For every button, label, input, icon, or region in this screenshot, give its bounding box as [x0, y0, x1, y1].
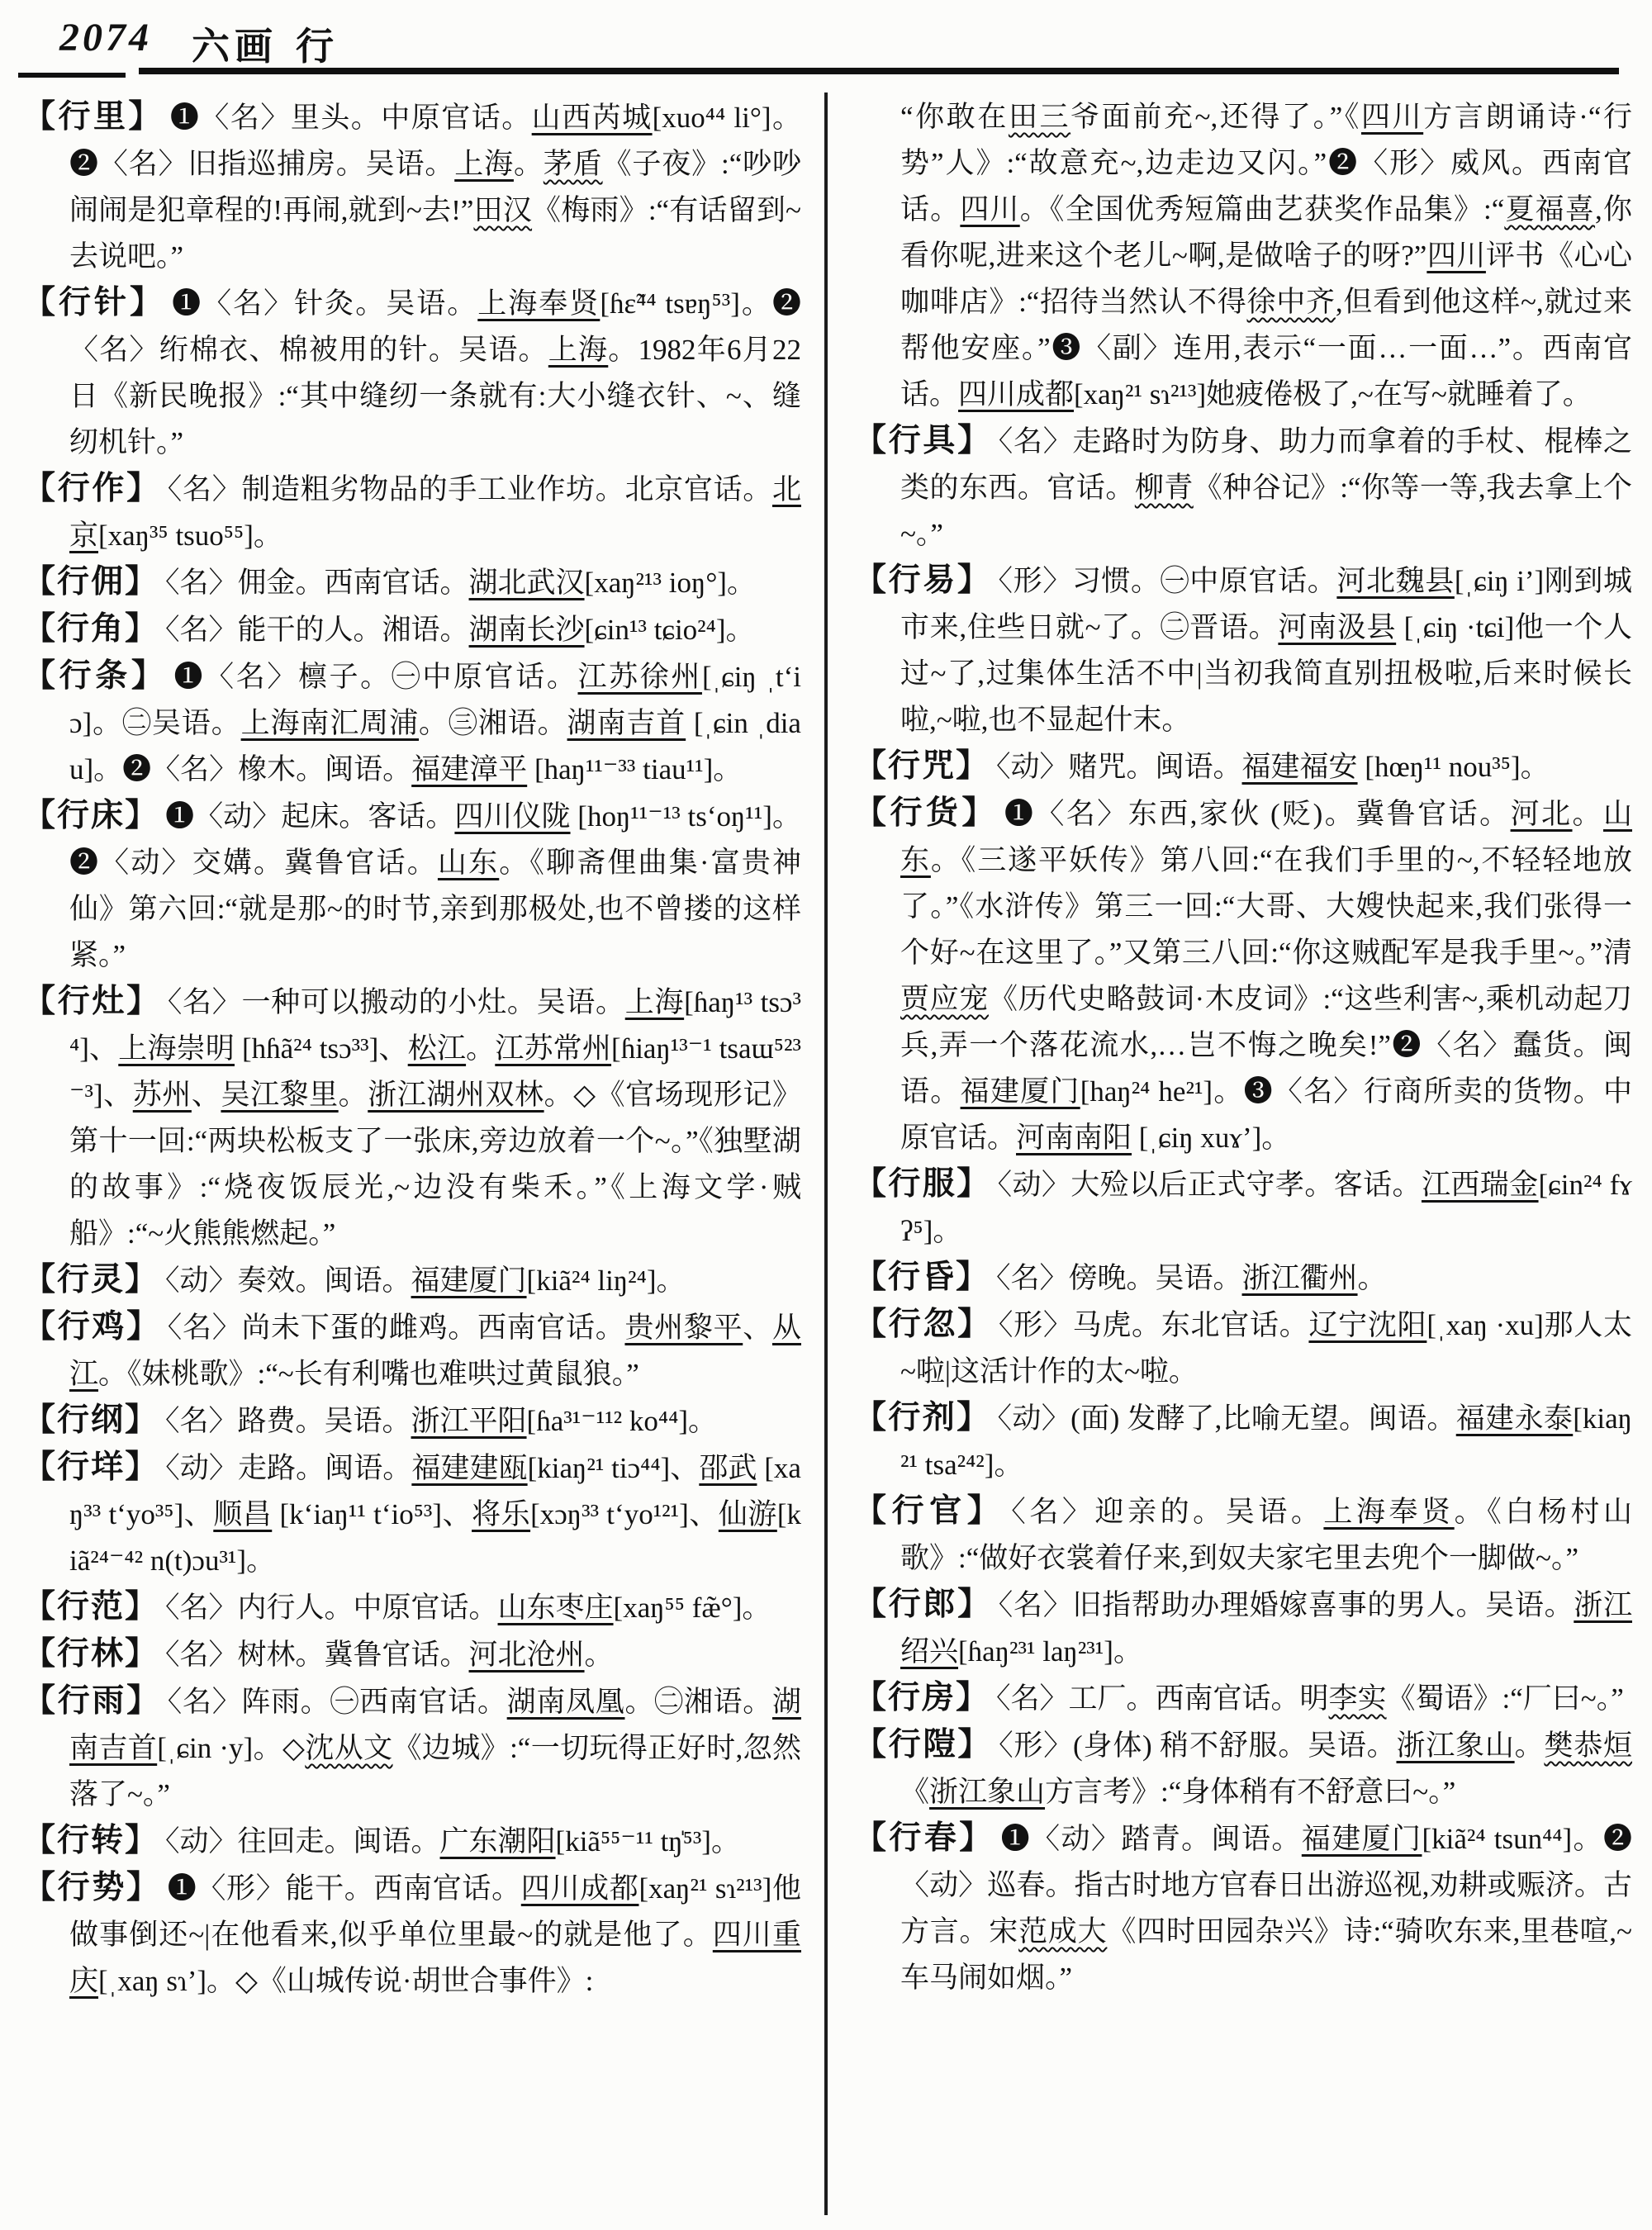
dict-entry	[854, 1302, 1632, 1395]
place-name-mark: 从江	[69, 1312, 801, 1390]
place-name-mark: 辽宁沈阳	[1308, 1309, 1427, 1341]
place-name-mark: 河南南阳	[1016, 1122, 1132, 1154]
right-column	[854, 94, 1632, 2001]
place-name-mark: 浙江湖州双林	[368, 1079, 544, 1111]
dict-entry	[23, 1397, 801, 1445]
place-name-mark: 浙江象山	[929, 1776, 1046, 1808]
place-name-mark: 松江	[407, 1032, 467, 1065]
place-name-mark: 上海	[624, 986, 685, 1018]
entry-headword: 【行鸡】	[23, 1309, 161, 1345]
entry-headword: 【行转】	[23, 1823, 159, 1858]
place-name-mark: 四川	[960, 193, 1020, 225]
entry-headword: 【行条】	[23, 658, 168, 694]
dict-entry	[23, 559, 801, 606]
place-name-mark: 北京	[69, 473, 801, 552]
place-name-mark: 四川	[1360, 101, 1424, 133]
dict-entry	[23, 1584, 801, 1631]
person-name-mark: 田三	[1008, 101, 1071, 133]
place-name-mark: 河南汲县	[1278, 611, 1397, 643]
place-name-mark: 浙江平阳	[411, 1405, 527, 1437]
place-name-mark: 四川成都	[520, 1872, 639, 1905]
place-name-mark: 福建厦门	[960, 1075, 1080, 1108]
entry-body: 〈名〉尚未下蛋的雌鸡。西南官话。贵州黎平、从江。《妹桃歌》:“~长有利嘴也难哄过黄鼠狼。”	[69, 1312, 801, 1390]
entry-body: 〈名〉制造粗劣物品的手工业作坊。北京官话。北京[xaŋ³⁵ tsuo⁵⁵]。	[69, 473, 801, 552]
place-name-mark: 湖北武汉	[468, 567, 585, 599]
entry-body: 〈名〉一种可以搬动的小灶。吴语。上海[ɦaŋ¹³ tsɔ³⁴]、上海崇明 [hɦã²⁴ tsɔ³³]、松江。江苏常州[ɦiaŋ¹³⁻¹ tsaɯ⁵²³⁻³]、苏州、吴江黎里。浙江湖州双林。◇《官场现形记》第十一回:“两块松板支了一张床,旁边放着一个~。”《独墅湖的故事》:“烧夜饭辰光,~边没有柴禾。”《上海文学·贼船》:“~火熊熊燃起。”	[69, 986, 801, 1250]
place-name-mark: 浙江绍兴	[900, 1589, 1632, 1668]
place-name-mark: 四川重庆	[69, 1919, 801, 1997]
dict-entry	[23, 979, 801, 1257]
place-name-mark: 吴江黎里	[221, 1079, 339, 1111]
place-name-mark: 将乐	[472, 1498, 531, 1530]
entry-body: 〈动〉往回走。闽语。广东潮阳[kiã⁵⁵⁻¹¹ tŋ̍⁵³]。	[165, 1825, 740, 1858]
place-name-mark: 河北魏县	[1336, 565, 1455, 597]
person-name-mark: 柳青	[1134, 472, 1194, 504]
entry-headword: 【行垟】	[23, 1450, 159, 1485]
entry-body: 〈名〉佣金。西南官话。湖北武汉[xaŋ²¹³ ioŋ°]。	[165, 567, 756, 599]
dict-entry	[854, 1722, 1632, 1815]
person-name-mark: 贾应宠	[900, 983, 989, 1015]
dict-entry	[854, 1815, 1632, 2001]
place-name-mark: 上海奉贤	[477, 287, 601, 320]
entry-body: 〈名〉内行人。中原官话。山东枣庄[xaŋ⁵⁵ fæ̃°]。	[165, 1592, 771, 1624]
dict-entry	[23, 1445, 801, 1584]
person-name-mark: 夏福喜	[1504, 193, 1596, 225]
entry-headword: 【行官】	[854, 1493, 1005, 1529]
place-name-mark: 福建永泰	[1455, 1402, 1574, 1435]
place-name-mark: 四川成都	[958, 378, 1075, 410]
place-name-mark: 上海南汇周浦	[240, 707, 420, 739]
place-name-mark: 江西瑞金	[1421, 1169, 1539, 1201]
entry-headword: 【行里】	[23, 99, 164, 135]
entry-headword: 【行灶】	[23, 984, 161, 1019]
dict-entry	[23, 1257, 801, 1304]
entry-headword: 【行春】	[854, 1820, 995, 1856]
left-column	[23, 94, 801, 2005]
dict-entry	[23, 653, 801, 793]
entry-headword: 【行货】	[854, 795, 998, 831]
place-name-mark: 仙游	[718, 1498, 777, 1530]
place-name-mark: 上海	[548, 334, 609, 366]
place-name-mark: 山东	[437, 847, 500, 879]
entry-body: 〈形〉马虎。东北官话。辽宁沈阳[ˌxaŋ ·xu]那人太~啦|这活计作的太~啦。	[900, 1309, 1632, 1388]
place-name-mark: 苏州	[132, 1079, 192, 1111]
entry-headword: 【行具】	[854, 423, 992, 458]
dict-entry	[854, 558, 1632, 743]
dict-entry	[23, 1865, 801, 2005]
dict-entry	[23, 466, 801, 559]
place-name-mark: 浙江象山	[1396, 1729, 1515, 1762]
place-name-mark: 上海奉贤	[1323, 1496, 1455, 1528]
header-entry-character: 行	[296, 26, 334, 68]
entry-body: 〈名〉走路时为防身、助力而拿着的手杖、棍棒之类的东西。官话。柳青《种谷记》:“你等一等,我去拿上个~。”	[900, 425, 1632, 550]
entry-body: 〈名〉路费。吴语。浙江平阳[ɦa³¹⁻¹¹² ko⁴⁴]。	[165, 1405, 717, 1437]
entry-body: 〈名〉树林。冀鲁官话。河北沧州。	[165, 1639, 614, 1671]
place-name-mark: 福建福安	[1241, 751, 1358, 783]
entry-body: 〈名〉旧指帮助办理婚嫁喜事的男人。吴语。浙江绍兴[ɦaŋ²³¹ laŋ²³¹]。	[900, 1589, 1632, 1668]
entry-body: 〈动〉赌咒。闽语。福建福安 [hœŋ¹¹ nou³⁵]。	[996, 751, 1550, 783]
entry-body: 〈动〉奏效。闽语。福建厦门[kiã²⁴ liŋ²⁴]。	[165, 1264, 686, 1297]
dict-entry	[854, 1161, 1632, 1255]
entry-body: 〈名〉工厂。西南官话。明李实《蜀语》:“厂曰~。”	[996, 1682, 1624, 1715]
dict-entry	[854, 1675, 1632, 1722]
column-divider	[824, 93, 828, 2215]
entry-headword: 【行忽】	[854, 1307, 992, 1342]
entry-body: “你敢在田三爷面前充~,还得了。”《四川方言朗诵诗·“行势”人》:“故意充~,边走边又闪。”❷〈形〉威风。西南官话。四川。《全国优秀短篇曲艺获奖作品集》:“夏福喜,你看你呢,进来这个老儿~啊,是做啥子的呀?”四川评书《心心咖啡店》:“招待当然认不得徐中齐,但看到他这样~,就过来帮他安座。”❸〈副〉连用,表示“一面…一面…”。西南官话。四川成都[xaŋ²¹ sɿ²¹³]她疲倦极了,~在写~就睡着了。	[900, 101, 1632, 410]
entry-headword: 【行作】	[23, 471, 161, 506]
page-number: 2074	[59, 16, 152, 59]
entry-body: ❶〈动〉起床。客话。四川仪陇 [hoŋ¹¹⁻¹³ tsʻoŋ¹¹]。❷〈动〉交媾。冀鲁官话。山东。《聊斋俚曲集·富贵神仙》第六回:“就是那~的时节,亲到那极处,也不曾搂的这样紧。”	[69, 800, 801, 971]
entry-headword: 【行咒】	[854, 748, 990, 784]
place-name-mark: 湖南凤凰	[506, 1686, 625, 1718]
entry-body: ❶〈名〉檩子。㊀中原官话。江苏徐州[ˌɕiŋ ˌtʻiɔ]。㊁吴语。上海南汇周浦。㊂湘语。湖南吉首 [ˌɕin ˌdiau]。❷〈名〉橡木。闽语。福建漳平 [haŋ¹¹⁻³³ tiau¹¹]。	[69, 661, 801, 785]
dict-entry	[23, 1304, 801, 1397]
entry-headword: 【行纲】	[23, 1402, 159, 1438]
entry-headword: 【行角】	[23, 611, 159, 647]
place-name-mark: 福建漳平	[411, 753, 528, 785]
dict-entry	[854, 1255, 1632, 1302]
dict-entry	[854, 790, 1632, 1161]
person-name-mark: 茅盾	[543, 148, 603, 180]
place-name-mark: 贵州黎平	[624, 1312, 743, 1344]
entry-headword: 【行易】	[854, 562, 992, 598]
place-name-mark: 上海崇明	[118, 1032, 235, 1065]
entry-headword: 【行势】	[23, 1870, 161, 1905]
dict-entry	[23, 94, 801, 280]
entry-continuation	[854, 94, 1632, 418]
place-name-mark: 河北沧州	[468, 1639, 585, 1671]
entry-body: ❶〈名〉里头。中原官话。山西芮城[xuo⁴⁴ li°]。❷〈名〉旧指巡捕房。吴语。上海。茅盾《子夜》:“吵吵闹闹是犯章程的!再闹,就到~去!”田汉《梅雨》:“有话留到~去说吧。”	[69, 102, 801, 273]
place-name-mark: 广东潮阳	[439, 1825, 556, 1858]
place-name-mark: 福建厦门	[1301, 1823, 1422, 1855]
entry-body: ❶〈名〉针灸。吴语。上海奉贤[ɦɛ̃⁴⁴ tsɐŋ⁵³]。❷〈名〉绗棉衣、棉被用的针。吴语。上海。1982年6月22日《新民晚报》:“其中缝纫一条就有:大小缝衣针、~、缝纫机针。”	[69, 287, 801, 458]
entry-headword: 【行郎】	[854, 1587, 992, 1622]
entry-headword: 【行针】	[23, 285, 166, 320]
entry-body: 〈形〉习惯。㊀中原官话。河北魏县[ˌɕiŋ i’]刚到城市来,住些日就~了。㊁晋语。河南汲县 [ˌɕiŋ ·tɕi]他一个人过~了,过集体生活不中|当初我简直别扭极啦,后来时候长啦,~啦,也不显起什末。	[900, 565, 1632, 736]
place-name-mark: 四川仪陇	[454, 800, 571, 833]
entry-headword: 【行床】	[23, 798, 159, 833]
entry-headword: 【行雨】	[23, 1683, 161, 1719]
dict-entry	[854, 1488, 1632, 1582]
entry-body: 〈动〉(面) 发酵了,比喻无望。闽语。福建永泰[kiaŋ²¹ tsa²⁴²]。	[900, 1402, 1632, 1481]
person-name-mark: 徐中齐	[1246, 286, 1336, 318]
entry-body: 〈动〉走路。闽语。福建建瓯[kiaŋ²¹ tiɔ⁴⁴]、邵武 [xaŋ³³ tʻyo³⁵]、顺昌 [kʻiaŋ¹¹ tʻio⁵³]、将乐[xɔŋ³³ tʻyo¹²¹]、仙游[kiã²⁴⁻⁴² n(t)ɔu³¹]。	[69, 1452, 801, 1577]
place-name-mark: 上海	[454, 148, 514, 180]
header-rule-left	[18, 73, 126, 78]
entry-headword: 【行林】	[23, 1636, 159, 1672]
place-name-mark: 浙江衢州	[1241, 1262, 1358, 1294]
entry-body: 〈动〉大殓以后正式守孝。客话。江西瑞金[ɕin²⁴ fɤʔ⁵]。	[900, 1169, 1632, 1247]
place-name-mark: 湖南长沙	[468, 614, 585, 646]
entry-headword: 【行房】	[854, 1680, 990, 1715]
entry-headword: 【行服】	[854, 1166, 991, 1202]
place-name-mark: 顺昌	[213, 1498, 273, 1530]
entry-body: 〈名〉阵雨。㊀西南官话。湖南凤凰。㊁湘语。湖南吉首[ˌɕin ·y]。◇沈从文《边城》:“一切玩得正好时,忽然落了~。”	[69, 1686, 801, 1810]
dict-entry	[23, 280, 801, 466]
person-name-mark: 李实	[1328, 1682, 1387, 1715]
person-name-mark: 田汉	[473, 194, 533, 226]
dict-entry	[23, 1818, 801, 1865]
entry-body: 〈名〉能干的人。湘语。湖南长沙[ɕin¹³ tɕio²⁴]。	[165, 614, 755, 646]
entry-headword: 【行昏】	[854, 1260, 990, 1295]
place-name-mark: 山东	[900, 798, 1632, 876]
entry-headword: 【行佣】	[23, 564, 159, 600]
place-name-mark: 山西芮城	[531, 102, 653, 134]
place-name-mark: 湖南吉首	[567, 707, 686, 739]
dict-entry	[23, 1678, 801, 1818]
place-name-mark: 河北	[1510, 798, 1573, 830]
dict-entry	[23, 793, 801, 979]
entry-body: ❶〈名〉东西,家伙 (贬)。冀鲁官话。河北。山东。《三遂平妖传》第八回:“在我们手里的~,不轻轻地放了。”《水浒传》第三一回:“大哥、大嫂快起来,我们张得一个好~在这里了。”又第三八回:“你这贼配军是我手里~。”清贾应宠《历代史略鼓词·木皮词》:“这些利害~,乘机动起刀兵,弄一个落花流水,…岂不悔之晚矣!”❷〈名〉蠢货。闽语。福建厦门[haŋ²⁴ he²¹]。❸〈名〉行商所卖的货物。中原官话。河南南阳 [ˌɕiŋ xuɤ’]。	[900, 798, 1632, 1154]
entry-headword: 【行剂】	[854, 1400, 991, 1435]
place-name-mark: 福建建瓯	[411, 1452, 528, 1484]
place-name-mark: 江苏常州	[495, 1032, 612, 1065]
place-name-mark: 湖南吉首	[69, 1686, 801, 1764]
entry-headword: 【行范】	[23, 1589, 159, 1625]
entry-body: ❶〈动〉踏青。闽语。福建厦门[kiã²⁴ tsun⁴⁴]。❷〈动〉巡春。指古时地方官春日出游巡视,劝耕或赈济。古方言。宋范成大《四时田园杂兴》诗:“骑吹东来,里巷喧,~车马闹如烟。”	[900, 1823, 1632, 1994]
person-name-mark: 范成大	[1018, 1915, 1108, 1948]
place-name-mark: 山东枣庄	[497, 1592, 614, 1624]
person-name-mark: 沈从文	[305, 1732, 393, 1764]
entry-headword: 【行隑】	[854, 1727, 993, 1763]
entry-body: 〈形〉(身体) 稍不舒服。吴语。浙江象山。樊恭烜《浙江象山方言考》:“身体稍有不舒意曰~。”	[900, 1729, 1632, 1808]
entry-body: 〈名〉迎亲的。吴语。上海奉贤。《白杨村山歌》:“做好衣裳着仔来,到奴夫家宅里去兜个一脚做~。”	[900, 1496, 1632, 1574]
place-name-mark: 邵武	[699, 1452, 757, 1484]
person-name-mark: 樊恭烜	[1544, 1729, 1632, 1762]
dict-entry	[23, 1631, 801, 1678]
header-stroke-section: 六画	[192, 26, 278, 68]
place-name-mark: 四川	[1427, 240, 1486, 272]
entry-body: ❶〈形〉能干。西南官话。四川成都[xaŋ²¹ sɿ²¹³]他做事倒还~|在他看来,似乎单位里最~的就是他了。四川重庆[ˌxaŋ sɿ’]。◇《山城传说·胡世合事件》:	[69, 1872, 801, 1997]
dict-entry	[854, 418, 1632, 558]
dict-entry	[854, 743, 1632, 790]
place-name-mark: 江苏徐州	[577, 661, 702, 693]
header-rule-main	[139, 68, 1619, 74]
entry-headword: 【行灵】	[23, 1262, 159, 1298]
dict-entry	[854, 1582, 1632, 1675]
dict-entry	[854, 1395, 1632, 1488]
entry-body: 〈名〉傍晚。吴语。浙江衢州。	[996, 1262, 1387, 1294]
place-name-mark: 福建厦门	[411, 1264, 527, 1297]
dict-entry	[23, 606, 801, 653]
